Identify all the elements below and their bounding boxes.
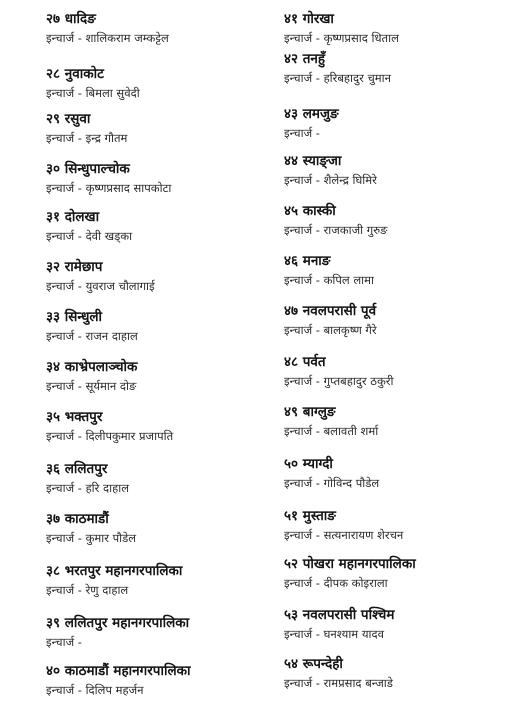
district-entry [284, 655, 393, 691]
incharge-text: इन्चार्ज - दिलीपकुमार प्रजापति [46, 429, 174, 443]
district-title: ३४ काभ्रेपलाञ्चोक [46, 359, 138, 375]
district-title: ३२ रामेछाप [46, 259, 103, 275]
incharge-text: इन्चार्ज - कृष्णप्रसाद सापकोटा [46, 181, 172, 195]
district-title: ५४ रूपन्देही [284, 656, 343, 672]
incharge-text: इन्चार्ज - हरिबहादुर चुमान [284, 71, 392, 85]
district-entry [284, 302, 377, 338]
district-title: ५२ पोखरा महानगरपालिका [284, 556, 416, 572]
district-title: २७ धादिङ [46, 11, 96, 27]
district-title: ४९ बाग्लुङ [284, 404, 336, 420]
district-entry [46, 10, 169, 46]
incharge-text: इन्चार्ज - गोविन्द पौडेल [284, 476, 380, 490]
district-title: ३३ सिन्धुली [46, 309, 103, 325]
district-title: ४६ मनाङ [284, 253, 331, 269]
district-title: ४१ गोरखा [284, 11, 334, 27]
incharge-text: इन्चार्ज - राजकाजी गुरुङ [284, 223, 388, 237]
district-entry [284, 455, 379, 491]
incharge-text: इन्चार्ज - दिलिप महर्जन [46, 683, 144, 697]
district-entry [284, 606, 394, 642]
district-entry [284, 152, 377, 188]
incharge-text: इन्चार्ज - देवी खड्का [46, 229, 133, 243]
district-entry [284, 252, 374, 288]
incharge-text: इन्चार्ज - कुमार पौडेल [46, 531, 137, 545]
incharge-text: इन्चार्ज - रामप्रसाद बन्जाडे [284, 676, 393, 690]
district-entry [284, 353, 393, 389]
district-title: ५१ मुस्ताङ [284, 508, 336, 524]
district-title: ४५ कास्की [284, 203, 336, 219]
incharge-text: इन्चार्ज - गुप्तबहादुर ठकुरी [284, 374, 394, 388]
incharge-text: इन्चार्ज - [284, 126, 320, 140]
district-title: ४८ पर्वत [284, 354, 326, 370]
district-entry [46, 65, 140, 101]
district-title: ४४ स्याङ्जा [284, 153, 342, 169]
district-entry [46, 510, 136, 546]
district-entry [46, 460, 129, 496]
district-entry [284, 403, 378, 439]
district-entry [284, 105, 339, 141]
district-title: ४२ तनहुँ [284, 51, 326, 67]
incharge-text: इन्चार्ज - सूर्यमान दोङ [46, 379, 137, 393]
district-title: ४७ नवलपरासी पूर्व [284, 303, 377, 319]
district-title: २९ रसुवा [46, 111, 91, 127]
incharge-text: इन्चार्ज - घनश्याम यादव [284, 627, 384, 641]
district-entry [284, 10, 399, 46]
district-title: ३१ दोलखा [46, 209, 100, 225]
incharge-text: इन्चार्ज - बलावती शर्मा [284, 424, 379, 438]
district-title: ३८ भरतपुर महानगरपालिका [46, 563, 183, 579]
district-title: ५३ नवलपरासी पश्चिम [284, 607, 395, 623]
district-entry [284, 555, 416, 591]
district-entry [46, 208, 132, 244]
incharge-text: इन्चार्ज - सत्यनारायण शेरचन [284, 528, 404, 542]
incharge-text: इन्चार्ज - राजन दाहाल [46, 329, 138, 343]
district-title: ५० म्याग्दी [284, 456, 333, 472]
district-entry [46, 110, 127, 146]
district-entry [284, 50, 391, 86]
incharge-text: इन्चार्ज - बिमला सुवेदी [46, 86, 140, 100]
incharge-text: इन्चार्ज - दीपक कोइराला [284, 576, 388, 590]
district-entry [284, 202, 387, 238]
incharge-text: इन्चार्ज - युवराज चौलागाई [46, 279, 155, 293]
incharge-text: इन्चार्ज - इन्द्र गौतम [46, 131, 128, 145]
district-entry [46, 614, 189, 650]
district-title: २८ नुवाकोट [46, 66, 104, 82]
district-entry [46, 358, 137, 394]
district-entry [284, 507, 403, 543]
incharge-text: इन्चार्ज - रेणु दाहाल [46, 583, 129, 597]
district-entry [46, 562, 182, 598]
district-title: ३५ भक्तपुर [46, 409, 103, 425]
incharge-text: इन्चार्ज - [46, 635, 82, 649]
district-title: ३६ ललितपुर [46, 461, 108, 477]
district-entry [46, 160, 171, 196]
district-entry [46, 258, 155, 294]
district-title: ४३ लमजुङ [284, 106, 339, 122]
incharge-text: इन्चार्ज - कपिल लामा [284, 273, 375, 287]
incharge-text: इन्चार्ज - हरि दाहाल [46, 481, 129, 495]
incharge-text: इन्चार्ज - कृष्णप्रसाद धिताल [284, 31, 399, 45]
district-title: ३७ काठमाडौं [46, 511, 109, 527]
district-entry [46, 662, 190, 698]
district-title: ३९ ललितपुर महानगरपालिका [46, 615, 190, 631]
incharge-text: इन्चार्ज - बालकृष्ण गैरे [284, 323, 377, 337]
district-title: ३० सिन्धुपाल्चोक [46, 161, 130, 177]
incharge-text: इन्चार्ज - शैलेन्द्र घिमिरे [284, 173, 377, 187]
district-entry [46, 308, 138, 344]
district-entry [46, 408, 173, 444]
district-title: ४० काठमाडौं महानगरपालिका [46, 663, 191, 679]
incharge-text: इन्चार्ज - शालिकराम जम्कट्टेल [46, 31, 169, 45]
